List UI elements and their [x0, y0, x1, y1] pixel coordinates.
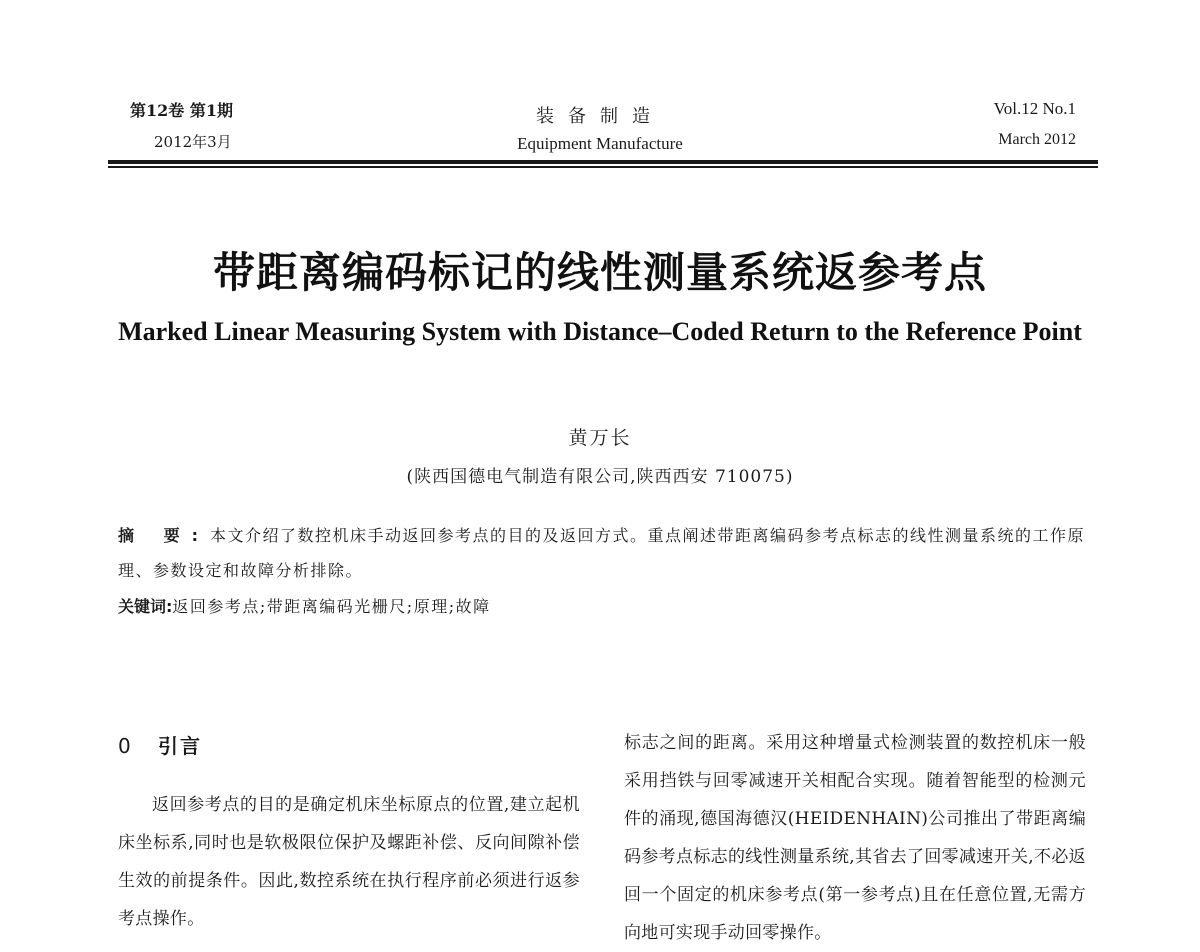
- keywords: [118, 592, 1090, 622]
- date-cn: 2012年3月: [154, 133, 232, 151]
- header-rule-thin: [108, 166, 1098, 168]
- date-en: March 2012: [998, 131, 1076, 148]
- volume-issue-cn: 第12卷 第1期: [130, 101, 233, 120]
- journal-name-en: Equipment Manufacture: [517, 134, 683, 153]
- abstract-label: 摘 要:: [118, 526, 210, 545]
- keywords-text: 返回参考点;带距离编码光栅尺;原理;故障: [172, 597, 491, 616]
- continued-paragraph: 标志之间的距离。采用这种增量式检测装置的数控机床一般采用挡铁与回零减速开关相配合实现。随着智能型的检测元件的涌现,德国海德汉(HEIDENHAIN)公司推出了带距离编码参考点标志的线性测量系统,其省去了回零减速开关,不必返回一个固定的机床参考点(第一参考点)且在任意位置,无需方向地可实现手动回零操作。: [624, 733, 1086, 943]
- abstract-text: 本文介绍了数控机床手动返回参考点的目的及返回方式。重点阐述带距离编码参考点标志的线性测量系统的工作原理、参数设定和故障分析排除。: [118, 526, 1085, 580]
- article-title-en: Marked Linear Measuring System with Distance–Coded Return to the Reference Point: [118, 317, 1082, 346]
- section-heading: [118, 730, 202, 759]
- journal-name-cn: 装备制造: [536, 106, 664, 127]
- author-affiliation: (陕西国德电气制造有限公司,陕西西安 710075): [406, 467, 794, 487]
- author-name: 黄万长: [568, 427, 632, 449]
- keywords-label: 关键词:: [118, 597, 173, 616]
- section-title: 引言: [158, 734, 202, 758]
- abstract: [118, 518, 1090, 588]
- volume-issue-en: Vol.12 No.1: [993, 99, 1076, 118]
- left-column: [118, 786, 580, 938]
- section-number: 0: [118, 734, 131, 758]
- header-rule-thick: [108, 160, 1098, 164]
- right-column: [624, 724, 1086, 952]
- intro-paragraph: 返回参考点的目的是确定机床坐标原点的位置,建立起机床坐标系,同时也是软极限位保护及螺距补偿、反向间隙补偿生效的前提条件。因此,数控系统在执行程序前必须进行返参考点操作。: [118, 795, 580, 929]
- article-title-cn: 带距离编码标记的线性测量系统返参考点: [212, 248, 987, 297]
